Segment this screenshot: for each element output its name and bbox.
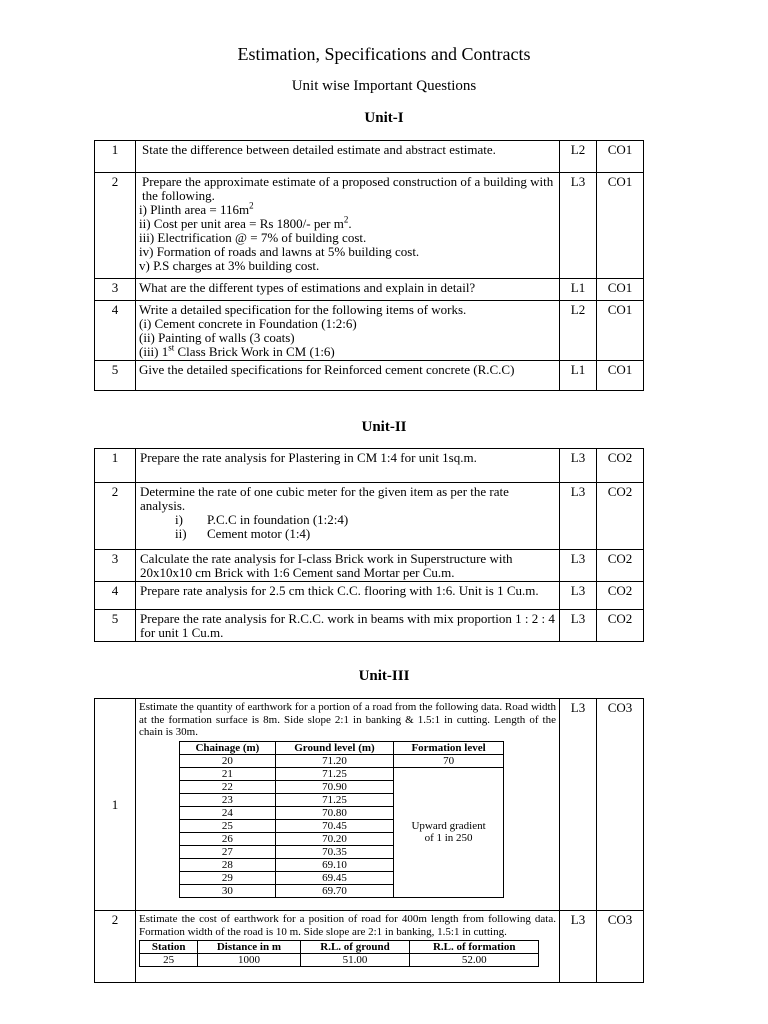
level-cell: L3 xyxy=(560,483,597,550)
table-cell: 29 xyxy=(180,871,276,884)
co-cell: CO2 xyxy=(597,483,644,550)
co-cell: CO3 xyxy=(597,699,644,911)
question-text: Estimate the quantity of earthwork for a portion of a road from the following data. Road width at the formation surface is 8m. Side slope 2:1 in banking & 1.5:1 in cutting. Length of the chain is 30m. Chainage (m) Ground level (m) Formation level 20 71.20 70 21 71.25 Upward gradient of 1 in 250 22 70.90 23 71.25 24 70.80 25 70.45 26 70.20 27 70.35 28 69.10 29 69.45 30 69.70 xyxy=(136,699,560,911)
table-row xyxy=(95,699,644,911)
level-cell: L3 xyxy=(560,173,597,279)
chainage-table xyxy=(179,741,504,898)
unit-2-table xyxy=(94,448,644,642)
gradient-note-line: of 1 in 250 xyxy=(424,832,473,844)
unit-3-table xyxy=(94,698,644,983)
question-number: 5 xyxy=(95,610,136,642)
question-text: Give the detailed specifications for Reinforced cement concrete (R.C.C) xyxy=(136,361,560,391)
question-text: Calculate the rate analysis for I-class Brick work in Superstructure with 20x10x10 cm Brick with 1:6 Cement sand Mortar per Cu.m. xyxy=(136,550,560,582)
table-row xyxy=(180,767,504,780)
table-cell: 23 xyxy=(180,793,276,806)
unit-3-heading: Unit-III xyxy=(358,668,410,684)
table-row xyxy=(95,141,644,173)
table-row xyxy=(95,911,644,983)
table-cell: 70.45 xyxy=(275,819,393,832)
table-cell: 70.80 xyxy=(275,806,393,819)
question-text: Prepare rate analysis for 2.5 cm thick C.C. flooring with 1:6. Unit is 1 Cu.m. xyxy=(136,582,560,610)
table-row xyxy=(95,173,644,279)
question-number: 1 xyxy=(95,699,136,911)
question-text: Prepare the rate analysis for R.C.C. work in beams with mix proportion 1 : 2 : 4 for unit 1 Cu.m. xyxy=(136,610,560,642)
table-row xyxy=(140,954,539,967)
question-text: Prepare the approximate estimate of a proposed construction of a building with the following. i) Plinth area = $116m^2$ ii) Cost per unit area = Rs 1800/- per $m^2$. iii) Electrification @ = 7% of building cost. iv) Formation of roads and lawns at 5% building cost. v) P.S charges at 3% building cost. xyxy=(136,173,560,279)
table-cell: 1000 xyxy=(198,954,300,967)
level-cell: L3 xyxy=(560,550,597,582)
unit-1-heading: Unit-I xyxy=(364,110,404,126)
table-cell: 51.00 xyxy=(300,954,410,967)
column-header: R.L. of ground xyxy=(300,941,410,954)
gradient-note-line: Upward gradient xyxy=(411,820,486,832)
question-text: What are the different types of estimations and explain in detail? xyxy=(136,279,560,301)
table-cell: 52.00 xyxy=(410,954,539,967)
table-row xyxy=(180,754,504,767)
level-cell: L1 xyxy=(560,279,597,301)
table-cell: 20 xyxy=(180,754,276,767)
table-row xyxy=(95,550,644,582)
level-cell: L2 xyxy=(560,141,597,173)
level-cell: L2 xyxy=(560,301,597,361)
table-cell: 27 xyxy=(180,845,276,858)
co-cell: CO1 xyxy=(597,141,644,173)
question-text: Determine the rate of one cubic meter for the given item as per the rate analysis. i) P.C.C in foundation (1:2:4) ii) Cement motor (1:4) xyxy=(136,483,560,550)
table-cell: 71.25 xyxy=(275,767,393,780)
question-text: State the difference between detailed estimate and abstract estimate. xyxy=(136,141,560,173)
gradient-note-cell xyxy=(394,767,504,897)
co-cell: CO1 xyxy=(597,301,644,361)
table-row xyxy=(95,279,644,301)
table-row xyxy=(95,610,644,642)
co-cell: CO2 xyxy=(597,582,644,610)
question-text: Estimate the cost of earthwork for a position of road for 400m length from following data. Formation width of the road is 10 m. Side slope are 2:1 in banking, 1.5:1 in cutting. Station Distance in m R.L. of ground R.L. of formation 25 1000 51.00 52.00 xyxy=(136,911,560,983)
table-cell: 21 xyxy=(180,767,276,780)
document-title: Estimation, Specifications and Contracts xyxy=(237,44,531,64)
question-number: 3 xyxy=(95,550,136,582)
table-row xyxy=(95,582,644,610)
question-text: Write a detailed specification for the following items of works. (i) Cement concrete in Foundation (1:2:6) (ii) Painting of walls (3 coats) (iii) 1st Class Brick Work in CM (1:6) xyxy=(136,301,560,361)
column-header: Distance in m xyxy=(198,941,300,954)
table-row xyxy=(95,361,644,391)
co-cell: CO2 xyxy=(597,449,644,483)
column-header: Station xyxy=(140,941,198,954)
column-header: Ground level (m) xyxy=(275,741,393,754)
table-cell: 22 xyxy=(180,780,276,793)
document-subtitle: Unit wise Important Questions xyxy=(291,78,477,94)
table-cell: 70.90 xyxy=(275,780,393,793)
co-cell: CO2 xyxy=(597,550,644,582)
question-number: 1 xyxy=(95,449,136,483)
table-cell: 26 xyxy=(180,832,276,845)
table-cell: 69.45 xyxy=(275,871,393,884)
co-cell: CO3 xyxy=(597,911,644,983)
question-number: 5 xyxy=(95,361,136,391)
table-cell: 69.10 xyxy=(275,858,393,871)
level-cell: L3 xyxy=(560,449,597,483)
question-number: 2 xyxy=(95,483,136,550)
question-number: 2 xyxy=(95,173,136,279)
question-number: 4 xyxy=(95,582,136,610)
co-cell: CO1 xyxy=(597,279,644,301)
table-header-row xyxy=(180,741,504,754)
table-row xyxy=(95,301,644,361)
level-cell: L3 xyxy=(560,610,597,642)
question-number: 4 xyxy=(95,301,136,361)
co-cell: CO1 xyxy=(597,173,644,279)
level-cell: L3 xyxy=(560,911,597,983)
column-header: R.L. of formation xyxy=(410,941,539,954)
table-cell: 70.20 xyxy=(275,832,393,845)
table-cell: 71.25 xyxy=(275,793,393,806)
question-number: 1 xyxy=(95,141,136,173)
table-cell: 71.20 xyxy=(275,754,393,767)
question-number: 3 xyxy=(95,279,136,301)
level-cell: L1 xyxy=(560,361,597,391)
unit-2-heading: Unit-II xyxy=(361,419,407,435)
table-row xyxy=(95,483,644,550)
co-cell: CO1 xyxy=(597,361,644,391)
column-header: Formation level xyxy=(394,741,504,754)
station-table xyxy=(139,940,539,967)
table-cell: 24 xyxy=(180,806,276,819)
table-header-row xyxy=(140,941,539,954)
table-cell: 28 xyxy=(180,858,276,871)
table-cell: 30 xyxy=(180,884,276,897)
table-cell: 69.70 xyxy=(275,884,393,897)
question-text: Prepare the rate analysis for Plastering in CM 1:4 for unit 1sq.m. xyxy=(136,449,560,483)
level-cell: L3 xyxy=(560,699,597,911)
level-cell: L3 xyxy=(560,582,597,610)
co-cell: CO2 xyxy=(597,610,644,642)
table-cell: 25 xyxy=(180,819,276,832)
question-number: 2 xyxy=(95,911,136,983)
table-cell: 70.35 xyxy=(275,845,393,858)
unit-1-table xyxy=(94,140,644,391)
formation-level-cell: 70 xyxy=(394,754,504,767)
column-header: Chainage (m) xyxy=(180,741,276,754)
table-row xyxy=(95,449,644,483)
table-cell: 25 xyxy=(140,954,198,967)
